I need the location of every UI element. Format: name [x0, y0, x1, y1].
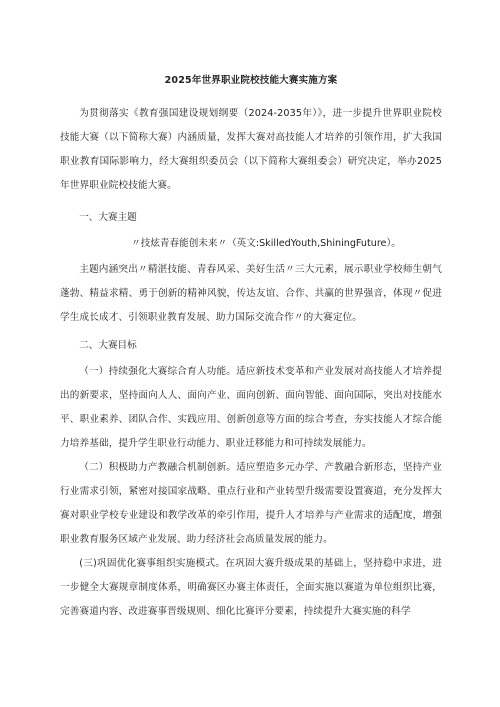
section-2-item-1: （一）持续强化大赛综合育人功能。适应新技术变革和产业发展对高技能人才培养提出的新要求，坚持面向人人、面向产业、面向创新、面向智能、面向国际，突出对技能水平、职业素养、团队合作、实践应用、创新创意等方面的综合考查，夯实技能人才综合能力培养基础，提升学生职业行动能力、职业迁移能力和可持续发展能力。 — [60, 366, 442, 449]
section-1-heading: 一、大赛主题 — [79, 212, 137, 223]
section-1-theme: 〃技炫青春能创未来〃（英文:SkilledYouth,ShiningFuture）。 — [131, 238, 401, 249]
intro-paragraph: 为贯彻落实《教育强国建设规划纲要（2024-2035年）》，进一步提升世界职业院校技能大赛（以下简称大赛）内涵质量，发挥大赛对高技能人才培养的引领作用，扩大我国职业教育国际影响力，经大赛组织委员会（以下简称大赛组委会）研究决定，举办2025年世界职业院校技能大赛。 — [60, 108, 442, 191]
section-2-item-3: (三)巩固优化赛事组织实施模式。在巩固大赛升级成果的基础上，坚持稳中求进，进一步健全大赛规章制度体系，明确赛区办赛主体责任，全面实施以赛道为单位组织比赛，完善赛道内容、改进赛事晋级规则、细化比赛评分要素，持续提升大赛实施的科学 — [60, 558, 442, 617]
section-2-heading: 二、大赛目标 — [79, 340, 137, 351]
spacer — [60, 198, 442, 202]
section-1-body: 主题内涵突出〃精湛技能、青春风采、美好生活〃三大元素，展示职业学校师生朝气蓬勃、精益求精、勇于创新的精神风貌，传达友谊、合作、共赢的世界强音，体现〃促进学生成长成才、引领职业教育发展、助力国际交流合作〃的大赛定位。 — [60, 264, 442, 323]
document-title: 2025年世界职业院校技能大赛实施方案 — [164, 75, 338, 86]
section-2-item-2: （二）积极助力产教融合机制创新。适应塑造多元办学、产教融合新形态，坚持产业行业需求引领，紧密对接国家战略、重点行业和产业转型升级需要设置赛道，充分发挥大赛对职业学校专业建设和教学改革的牵引作用，提升人才培养与产业需求的适配度，增强职业教育服务区域产业发展、助力经济社会高质量发展的能力。 — [60, 462, 442, 545]
